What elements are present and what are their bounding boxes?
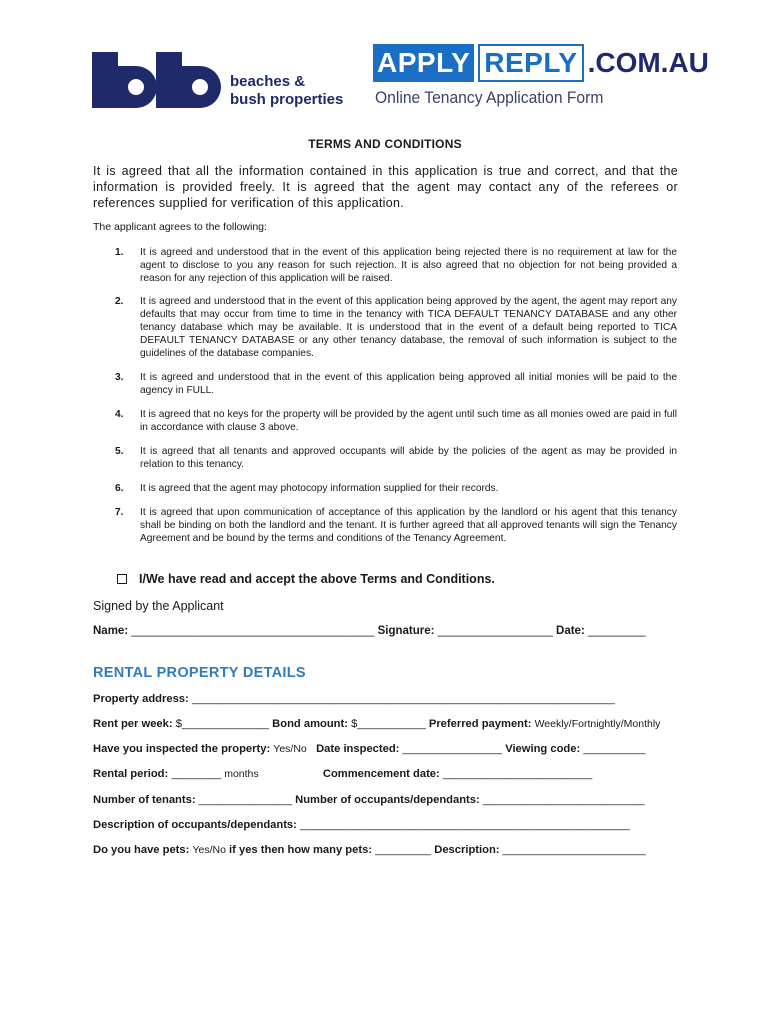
bond-label: Bond amount: xyxy=(272,718,348,730)
rental-period-row xyxy=(93,768,678,780)
signature-row xyxy=(93,625,678,637)
date-field[interactable]: _________ xyxy=(587,625,646,637)
signed-by-label: Signed by the Applicant xyxy=(93,599,224,613)
property-address-row xyxy=(93,693,678,705)
term-text: It is agreed and understood that in the event of this application being rejected there is no requirement at law for the agent to disclose to you any reason for such rejection. It is also agreed that no objection for not being provided a reason for any rejection of this application will be raised. xyxy=(140,247,677,284)
logo-subtitle: Online Tenancy Application Form xyxy=(375,88,604,107)
rental-period-field[interactable]: ________ xyxy=(171,768,222,780)
rent-field[interactable]: $______________ xyxy=(175,718,270,730)
pets-description-label: Description: xyxy=(434,844,500,856)
inspected-label: Have you inspected the property: xyxy=(93,743,271,755)
property-address-field[interactable]: ____________________________________________________________________ xyxy=(191,693,615,705)
date-label: Date: xyxy=(556,625,585,637)
term-item xyxy=(93,295,683,360)
signature-field[interactable]: __________________ xyxy=(437,625,553,637)
inspected-options[interactable]: Yes/No xyxy=(273,743,307,755)
occupants-label: Number of occupants/dependants: xyxy=(295,794,480,806)
term-number: 4. xyxy=(115,409,124,420)
term-number: 6. xyxy=(115,483,124,494)
beaches-bush-logo xyxy=(92,48,352,110)
apply-word: APPLY xyxy=(373,44,474,82)
domain-word: .COM.AU xyxy=(587,47,709,78)
term-item xyxy=(93,246,683,285)
applyreply-logo xyxy=(373,44,709,114)
signature-label: Signature: xyxy=(377,625,435,637)
term-item xyxy=(93,482,683,495)
rental-period-label: Rental period: xyxy=(93,768,169,780)
commencement-field[interactable]: ________________________ xyxy=(442,768,593,780)
payment-label: Preferred payment: xyxy=(428,718,532,730)
reply-word: REPLY xyxy=(478,44,583,82)
term-number: 2. xyxy=(115,296,124,307)
description-occupants-label: Description of occupants/dependants: xyxy=(93,819,297,831)
term-item xyxy=(93,445,683,471)
agrees-label: The applicant agrees to the following: xyxy=(93,221,267,233)
accept-terms-checkbox[interactable] xyxy=(117,574,127,584)
rent-label: Rent per week: xyxy=(93,718,173,730)
term-number: 1. xyxy=(115,247,124,258)
term-item xyxy=(93,408,683,434)
tenants-field[interactable]: _______________ xyxy=(198,794,293,806)
term-text: It is agreed and understood that in the event of this application being approved all initial monies will be paid to the agency in FULL. xyxy=(140,372,677,396)
description-occupants-field[interactable]: _____________________________________________________ xyxy=(300,819,630,831)
pets-options[interactable]: Yes/No xyxy=(192,844,226,856)
term-text: It is agreed and understood that in the event of this application being approved by the agent, the agent may report any defaults that may occur from time to time in the tenancy with TICA DEFAULT TENANCY DATABASE and any other tenancy database which may be available. It is understood that in the event of a default being reported to TICA DEFAULT TENANCY DATABASE or any other tenancy database, the removal of such information is subject to the guidelines of the database companies. xyxy=(140,296,677,359)
term-item xyxy=(93,371,683,397)
pets-count-label: if yes then how many pets: xyxy=(229,844,373,856)
rent-bond-row xyxy=(93,718,678,730)
terms-list xyxy=(93,246,683,545)
date-inspected-field[interactable]: ________________ xyxy=(402,743,503,755)
description-occupants-row xyxy=(93,819,678,831)
rental-period-unit: months xyxy=(224,768,259,780)
term-text: It is agreed that upon communication of acceptance of this application by the landlord or his agent that this tenancy shall be binding on both the landlord and the tenant. It is further agreed that all approved tenants will sign the Tenancy Agreement and be bound by the terms and conditions of the Tenancy Agreement. xyxy=(140,507,677,544)
commencement-label: Commencement date: xyxy=(322,768,440,780)
section-title-rental: RENTAL PROPERTY DETAILS xyxy=(93,665,306,681)
viewing-code-label: Viewing code: xyxy=(505,743,581,755)
name-label: Name: xyxy=(93,625,129,637)
viewing-code-field[interactable]: __________ xyxy=(583,743,646,755)
term-number: 3. xyxy=(115,372,124,383)
bb-logo-line2: bush properties xyxy=(230,91,344,108)
page-title: TERMS AND CONDITIONS xyxy=(308,137,462,151)
term-text: It is agreed that no keys for the property will be provided by the agent until such time as all monies owed are paid in full in accordance with clause 3 above. xyxy=(140,409,677,433)
term-number: 5. xyxy=(115,446,124,457)
bb-logo-line1: beaches & xyxy=(230,73,306,90)
inspection-row xyxy=(93,743,678,755)
pets-count-field[interactable]: _________ xyxy=(375,844,432,856)
term-number: 7. xyxy=(115,507,124,518)
property-address-label: Property address: xyxy=(93,693,189,705)
pets-label: Do you have pets: xyxy=(93,844,190,856)
term-item xyxy=(93,506,683,545)
name-field[interactable]: ______________________________________ xyxy=(131,625,375,637)
accept-terms-row[interactable] xyxy=(117,572,495,586)
tenants-row xyxy=(93,794,678,806)
payment-options[interactable]: Weekly/Fortnightly/Monthly xyxy=(534,718,661,730)
date-inspected-label: Date inspected: xyxy=(316,743,400,755)
term-text: It is agreed that all tenants and approved occupants will abide by the policies of the agent as may be provided in relation to this tenancy. xyxy=(140,446,677,470)
occupants-field[interactable]: __________________________ xyxy=(482,794,645,806)
pets-row xyxy=(93,844,678,856)
bond-field[interactable]: $___________ xyxy=(351,718,426,730)
term-text: It is agreed that the agent may photocopy information supplied for their records. xyxy=(140,483,499,494)
tenants-label: Number of tenants: xyxy=(93,794,196,806)
intro-paragraph: It is agreed that all the information contained in this application is true and correct, and that the information is provided freely. It is agreed that the agent may contact any of the referees or references supplied for verification of this application. xyxy=(93,164,678,210)
pets-description-field[interactable]: _______________________ xyxy=(502,844,646,856)
accept-terms-label: I/We have read and accept the above Terms and Conditions. xyxy=(139,572,495,586)
